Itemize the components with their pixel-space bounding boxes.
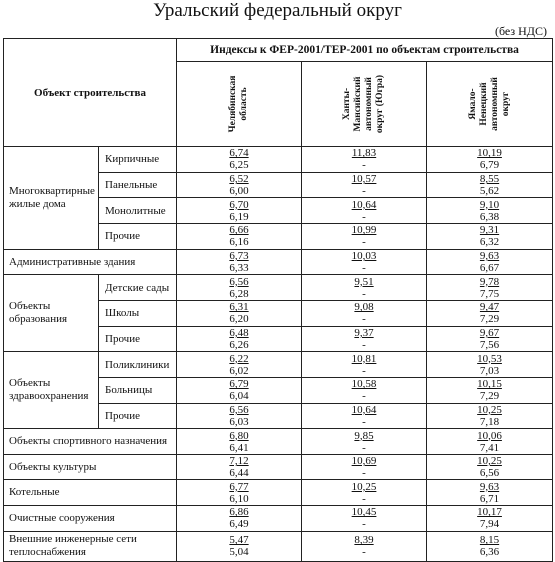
index-value-bottom: -: [362, 185, 366, 198]
table-row: [4, 531, 553, 561]
region-label: Ханты-Мансийский автономный округ (Югра): [342, 75, 386, 134]
index-value-top: 6,52: [229, 173, 249, 186]
index-value-bottom: 6,79: [479, 159, 500, 172]
index-value-bottom: 7,56: [479, 338, 500, 351]
index-cell: [302, 301, 427, 327]
index-value-top: 9,10: [479, 198, 500, 211]
index-value-bottom: 5,62: [479, 185, 500, 198]
index-value-top: 6,79: [229, 378, 249, 391]
index-value-top: 10,19: [477, 147, 502, 160]
row-label: Прочие: [99, 403, 177, 429]
index-value-top: 10,58: [351, 378, 377, 391]
index-cell: [427, 326, 553, 352]
table-row: [4, 352, 553, 378]
index-cell: [427, 480, 553, 506]
index-value-bottom: -: [362, 492, 366, 505]
index-cell: [427, 531, 553, 561]
index-value-top: 9,63: [479, 480, 500, 493]
index-cell: [427, 301, 553, 327]
index-cell: [302, 429, 427, 455]
index-cell: [302, 480, 427, 506]
index-value-top: 10,03: [351, 250, 377, 263]
index-cell: [177, 506, 302, 532]
index-value-bottom: 7,29: [479, 313, 500, 326]
object-header: Объект строительства: [4, 39, 177, 147]
index-value-top: 10,15: [477, 378, 502, 391]
index-value-top: 6,74: [229, 147, 249, 160]
row-label: Школы: [99, 301, 177, 327]
table-row: [4, 454, 553, 480]
index-value-top: 6,86: [229, 506, 249, 519]
row-label: Кирпичные: [99, 147, 177, 173]
row-label: Объекты культуры: [4, 454, 177, 480]
index-value-top: 9,08: [354, 301, 374, 314]
index-value-top: 6,48: [229, 326, 249, 339]
index-value-top: 5,47: [229, 534, 249, 547]
index-cell: [177, 454, 302, 480]
index-value-top: 10,69: [351, 455, 377, 468]
table-row: [4, 275, 553, 301]
index-value-bottom: 7,18: [479, 415, 500, 428]
index-value-top: 11,83: [351, 147, 377, 160]
region-header: [427, 62, 553, 147]
index-cell: [177, 172, 302, 198]
index-value-top: 8,39: [354, 534, 374, 547]
index-value-bottom: 6,16: [229, 236, 249, 249]
index-value-bottom: 6,19: [229, 210, 249, 223]
index-cell: [302, 224, 427, 250]
table-row: [4, 429, 553, 455]
index-value-bottom: -: [362, 390, 366, 403]
index-value-top: 9,85: [354, 429, 374, 442]
index-cell: [302, 352, 427, 378]
page-title: Уральский федеральный округ: [153, 0, 402, 21]
index-value-bottom: 6,44: [229, 467, 249, 480]
row-label: Панельные: [99, 172, 177, 198]
index-value-top: 6,22: [229, 352, 249, 365]
row-label: Объекты спортивного назначения: [4, 429, 177, 455]
index-value-bottom: 6,10: [229, 492, 249, 505]
index-value-bottom: 7,03: [479, 364, 500, 377]
index-value-top: 8,55: [479, 173, 500, 186]
row-label: Больницы: [99, 377, 177, 403]
index-value-bottom: -: [362, 287, 366, 300]
group-label: Объекты здравоохранения: [4, 352, 99, 429]
index-value-top: 9,47: [479, 301, 500, 314]
index-cell: [177, 249, 302, 275]
index-value-top: 9,63: [479, 250, 500, 263]
index-value-top: 6,70: [229, 198, 249, 211]
index-cell: [302, 249, 427, 275]
index-value-top: 6,56: [229, 403, 249, 416]
index-cell: [427, 403, 553, 429]
index-value-top: 10,06: [477, 429, 502, 442]
index-value-top: 10,57: [351, 173, 377, 186]
index-cell: [177, 480, 302, 506]
index-cell: [427, 377, 553, 403]
index-value-top: 10,99: [351, 224, 377, 237]
group-label: Многоквартирные жилые дома: [4, 147, 99, 250]
index-cell: [427, 172, 553, 198]
index-value-bottom: 7,41: [479, 441, 500, 454]
index-value-bottom: 6,36: [479, 546, 500, 559]
index-value-top: 9,78: [479, 275, 500, 288]
index-cell: [302, 172, 427, 198]
index-value-top: 6,77: [229, 480, 249, 493]
index-cell: [177, 531, 302, 561]
index-value-top: 6,31: [229, 301, 249, 314]
index-value-bottom: 6,71: [479, 492, 500, 505]
row-label: Административные здания: [4, 249, 177, 275]
index-value-bottom: 6,32: [479, 236, 500, 249]
index-table: [3, 38, 553, 562]
table-row: [4, 480, 553, 506]
index-cell: [427, 352, 553, 378]
index-value-top: 10,25: [477, 455, 502, 468]
index-value-top: 9,51: [354, 275, 374, 288]
index-cell: [177, 429, 302, 455]
index-value-bottom: 5,04: [229, 546, 249, 559]
index-value-top: 10,64: [351, 198, 377, 211]
index-value-bottom: 6,02: [229, 364, 249, 377]
index-value-bottom: -: [362, 518, 366, 531]
index-cell: [302, 198, 427, 224]
index-value-bottom: -: [362, 236, 366, 249]
index-cell: [302, 147, 427, 173]
index-cell: [427, 429, 553, 455]
group-label: Объекты образования: [4, 275, 99, 352]
table-body: [4, 147, 553, 562]
index-value-bottom: 6,49: [229, 518, 249, 531]
table-row: [4, 506, 553, 532]
region-header: [302, 62, 427, 147]
index-cell: [427, 454, 553, 480]
index-cell: [302, 403, 427, 429]
row-label: Поликлиники: [99, 352, 177, 378]
index-value-top: 10,64: [351, 403, 377, 416]
index-value-bottom: 6,41: [229, 441, 249, 454]
index-cell: [302, 326, 427, 352]
index-value-bottom: 6,20: [229, 313, 249, 326]
row-label: Прочие: [99, 224, 177, 250]
index-value-top: 9,31: [479, 224, 500, 237]
table-row: [4, 147, 553, 173]
index-cell: [177, 326, 302, 352]
row-label: Прочие: [99, 326, 177, 352]
index-value-bottom: -: [362, 338, 366, 351]
index-cell: [177, 352, 302, 378]
index-cell: [177, 275, 302, 301]
index-value-bottom: 6,00: [229, 185, 249, 198]
index-value-bottom: 6,56: [479, 467, 500, 480]
index-cell: [302, 275, 427, 301]
index-cell: [302, 506, 427, 532]
index-value-bottom: -: [362, 262, 366, 275]
region-label: Ямало-Ненецкий автономный округ: [467, 77, 511, 132]
index-value-top: 10,25: [477, 403, 502, 416]
index-value-top: 10,53: [477, 352, 502, 365]
index-value-top: 10,45: [351, 506, 377, 519]
index-value-bottom: 6,67: [479, 262, 500, 275]
index-cell: [302, 377, 427, 403]
index-value-top: 8,15: [479, 534, 500, 547]
index-value-bottom: -: [362, 159, 366, 172]
index-value-top: 10,17: [477, 506, 502, 519]
index-value-bottom: 6,33: [229, 262, 249, 275]
region-header: [177, 62, 302, 147]
index-cell: [427, 506, 553, 532]
index-value-top: 6,80: [229, 429, 249, 442]
index-value-bottom: -: [362, 364, 366, 377]
index-cell: [177, 198, 302, 224]
index-value-bottom: -: [362, 441, 366, 454]
index-value-bottom: -: [362, 313, 366, 326]
index-value-top: 6,66: [229, 224, 249, 237]
index-value-bottom: -: [362, 210, 366, 223]
row-label: Котельные: [4, 480, 177, 506]
index-value-bottom: -: [362, 415, 366, 428]
indexes-header: Индексы к ФЕР-2001/ТЕР-2001 по объектам строительства: [177, 39, 553, 62]
index-value-bottom: 6,25: [229, 159, 249, 172]
index-value-top: 9,67: [479, 326, 500, 339]
vat-note: (без НДС): [494, 24, 547, 38]
index-cell: [177, 377, 302, 403]
index-value-bottom: 6,04: [229, 390, 249, 403]
index-cell: [177, 224, 302, 250]
index-cell: [177, 301, 302, 327]
index-cell: [427, 147, 553, 173]
region-label: Челябинская область: [228, 75, 250, 133]
index-value-bottom: 6,26: [229, 338, 249, 351]
index-cell: [427, 224, 553, 250]
index-value-top: 7,12: [229, 455, 249, 468]
index-value-top: 6,56: [229, 275, 249, 288]
row-label: Детские сады: [99, 275, 177, 301]
index-value-top: 10,81: [351, 352, 377, 365]
index-cell: [302, 531, 427, 561]
index-cell: [427, 249, 553, 275]
index-cell: [177, 403, 302, 429]
index-cell: [427, 275, 553, 301]
index-value-bottom: 6,38: [479, 210, 500, 223]
index-cell: [427, 198, 553, 224]
index-cell: [302, 454, 427, 480]
table-row: [4, 249, 553, 275]
index-value-bottom: 6,28: [229, 287, 249, 300]
index-value-bottom: -: [362, 467, 366, 480]
index-value-bottom: 7,94: [479, 518, 500, 531]
index-value-top: 6,73: [229, 250, 249, 263]
row-label: Монолитные: [99, 198, 177, 224]
index-cell: [177, 147, 302, 173]
index-value-top: 10,25: [351, 480, 377, 493]
index-value-bottom: 7,75: [479, 287, 500, 300]
index-value-top: 9,37: [354, 326, 374, 339]
index-value-bottom: 7,29: [479, 390, 500, 403]
row-label: Внешние инженерные сети теплоснабжения: [4, 531, 177, 561]
row-label: Очистные сооружения: [4, 506, 177, 532]
index-value-bottom: 6,03: [229, 415, 249, 428]
index-value-bottom: -: [362, 546, 366, 559]
